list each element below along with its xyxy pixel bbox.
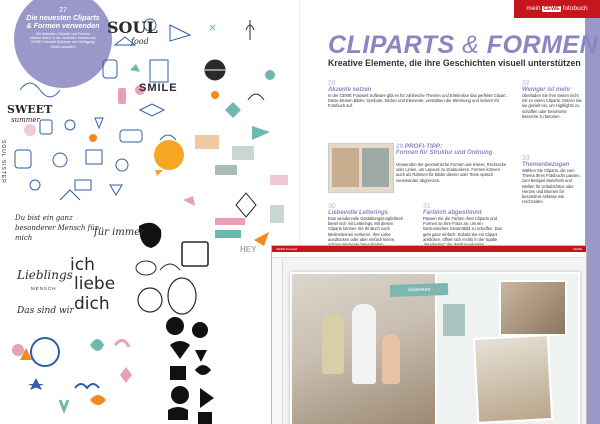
section-body: Eine wundervolle Gestaltungsmöglichkeit bietet sich mit Letterings. Mit diesen Cliparts können Sie Ihr Buch nach Meilensteinen sortieren, Ihre Liebe ausdrücken oder aber einfach kleine,	[328, 216, 403, 242]
title-ampersand: &	[462, 31, 480, 59]
section-body: Überladen Sie Ihre Seiten nicht mit zu vielen Cliparts. Setzen Sie sie gezielt ein, um Highlights zu schaffen oder bestimmte Bereiche zu betonen.	[522, 93, 582, 119]
badge-title: Die neuesten Cliparts & Formen verwenden	[26, 13, 100, 30]
section-heading: Farblich abgestimmt	[423, 210, 482, 216]
pink-cup-icon	[118, 88, 126, 104]
sticker-das-sind-wir: Das sind wir	[17, 306, 74, 316]
orange-dot-icon	[89, 134, 97, 142]
sticker-sweet: SWEET	[7, 103, 53, 116]
sticker-dich: dich	[74, 294, 110, 314]
pink-circle-icon	[24, 124, 36, 136]
photobook-canvas	[290, 272, 580, 424]
sticker-soul: SOUL	[107, 18, 158, 37]
brand-suffix: fotobuch	[562, 5, 588, 12]
section-29-body: Verwenden Sie geometrische Formen wie Kreise, Rechtecke oder Linien, um Layouts zu strukturieren. Formen können auch als Rahmen für Bilder dienen oder Texte optisch voneinander abgrenzen.	[396, 162, 507, 183]
section-30	[328, 203, 408, 247]
adventure-banner: Adventure	[390, 283, 448, 297]
orange-circle-shape	[154, 140, 184, 170]
sticker-summer: summer	[11, 116, 40, 124]
section-number: 29	[396, 143, 404, 150]
brand-prefix: mein	[526, 5, 541, 12]
section-number: 31	[423, 203, 431, 210]
photo-small	[499, 280, 567, 336]
page-title	[328, 31, 598, 60]
software-screenshot	[271, 245, 587, 424]
section-33	[522, 155, 582, 204]
sticker-lettering-besonderer-mensch: Du bist ein ganz besonderer Mensch für mich	[15, 214, 99, 242]
sticker-liebe: liebe	[74, 274, 116, 294]
section-number: 30	[328, 203, 336, 210]
travel-icons	[205, 20, 275, 118]
brand-header	[514, 0, 600, 18]
right-book-page	[437, 274, 578, 424]
brand-logo: CEWE	[543, 6, 560, 12]
section-heading-pre: PROFI-TIPP:	[404, 143, 443, 150]
app-tool-sidebar	[272, 258, 283, 424]
photo-rotated	[473, 334, 553, 424]
section-number: 28	[328, 80, 336, 87]
section-32	[522, 80, 582, 119]
stamp-frame-shape	[182, 242, 208, 266]
app-menu-bar	[272, 252, 586, 258]
section-29	[396, 143, 508, 156]
sticker-food: food	[131, 37, 149, 46]
section-31	[423, 203, 508, 247]
sticker-mensch: MENSCH	[31, 286, 57, 291]
family-photo	[292, 274, 435, 424]
section-body: Wählen Sie Cliparts, die zum Thema Ihres Fotobuchs passen, zum Beispiel Muscheln und Wellen für Urlaubsfotos oder Herzen und Blumen für besondere Anlässe wie Hochzeiten.	[522, 168, 581, 205]
section-heading: Liebevolle Letterings	[328, 210, 389, 216]
paper-plane-icon	[170, 25, 190, 41]
title-part-1: CLIPARTS	[328, 31, 455, 59]
section-heading: Weniger ist mehr	[522, 87, 571, 93]
badge-number: 27	[59, 7, 67, 14]
teal-shape	[443, 304, 465, 336]
sticker-lieblings: Lieblings	[17, 268, 73, 282]
photobook-thumbnail	[328, 143, 394, 193]
sticker-ich: ich	[70, 255, 95, 275]
badge-body: Die aktuellen Cliparts und Formen stehen Ihnen in der neuesten Version der CEWE Fotowelt Software zur Verfügung. Gleich updaten!	[30, 32, 96, 49]
section-28	[328, 80, 508, 109]
tape-shape	[195, 135, 219, 149]
silhouette-icons	[166, 317, 214, 424]
title-part-2: FORMEN	[486, 31, 599, 59]
page-edge-strip	[585, 0, 600, 424]
section-heading: Akzente setzen	[328, 87, 372, 93]
section-body: In der CEWE Fotowelt Software gibt es für zahlreiche Themen und Erlebnisse das perfekte Clipart. Diese kleinen Bilder, Symbole, Sticker und Elemente, verstärken die Stimmung und lockern Ihr Fotobuch auf.	[328, 93, 507, 109]
sticker-smile: SMILE	[139, 82, 178, 94]
grey-rect-shape	[232, 146, 254, 160]
ocean-icons	[12, 338, 132, 410]
section-number: 33	[522, 155, 530, 162]
sticker-hey: HEY	[240, 245, 257, 254]
section-heading: Themenbezogen	[522, 162, 570, 168]
app-title: CEWE Fotowelt	[276, 247, 298, 251]
section-body: Passen Sie die Farben Ihrer Cliparts und Formen an Ihre Fotos an, um ein harmonisches Gesamtbild zu schaffen. Das geht ganz einfach: Sobald Sie ein Clipart anklicken, öffnet sich rechts in der Spalte	[423, 216, 502, 242]
page-subtitle: Kreative Elemente, die ihre Geschichten visuell unterstützen	[328, 58, 581, 68]
sticker-soul-sister: SOUL SISTER	[0, 140, 6, 184]
section-number: 32	[522, 80, 530, 87]
teal-triangle-icon	[130, 64, 140, 72]
teal-arrow-shape	[252, 126, 270, 140]
app-logo: CEWE	[573, 247, 582, 251]
section-heading: Formen für Struktur und Ordnung	[396, 150, 493, 156]
sticker-fur-immer: für immer	[94, 227, 145, 238]
